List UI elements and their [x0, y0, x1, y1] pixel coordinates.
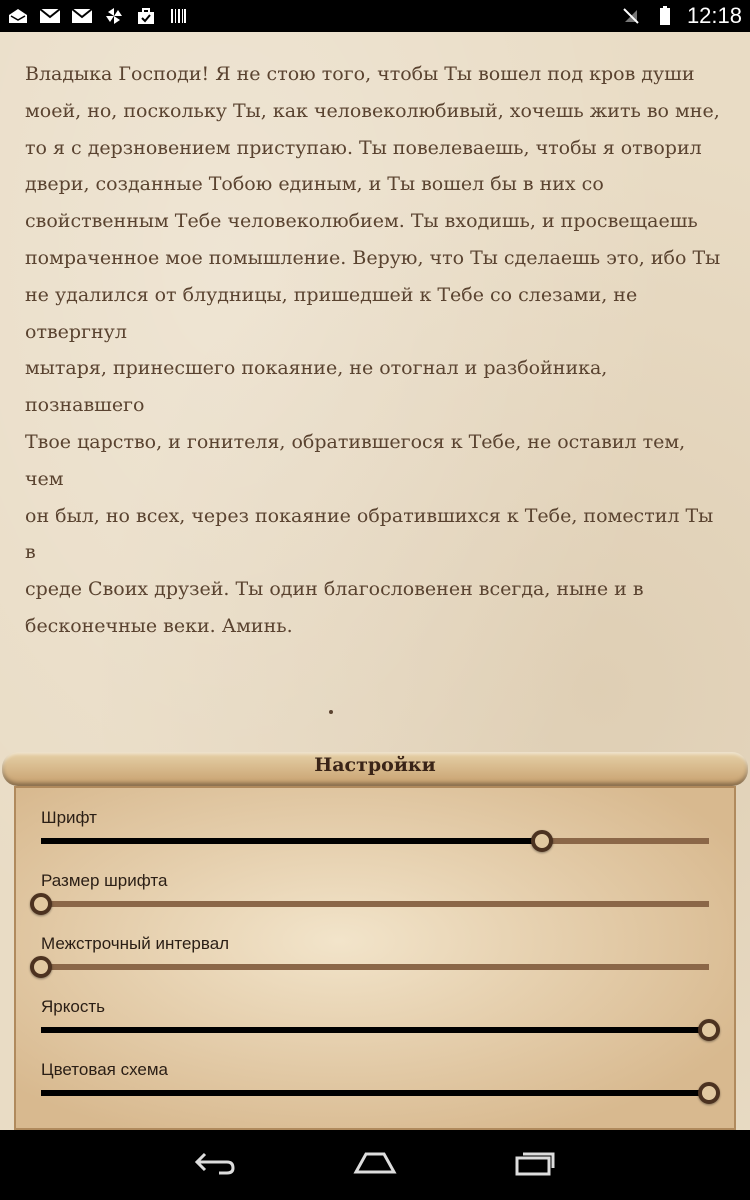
recents-icon [513, 1150, 557, 1180]
settings-title: Настройки [314, 754, 436, 776]
text-line: мытаря, принесшего покаяние, не отогнал и разбойника, познавшего [25, 357, 608, 417]
home-icon [352, 1150, 398, 1180]
mail-icon [6, 6, 30, 26]
prayer-text [25, 56, 725, 645]
text-line: не удалился от блудницы, пришедшей к Тебе со слезами, не отвергнул [25, 283, 638, 343]
settings-header-scroll[interactable] [2, 752, 748, 786]
page-speck [329, 710, 333, 714]
back-button[interactable] [190, 1148, 240, 1182]
back-icon [193, 1150, 237, 1180]
briefcase-icon [134, 6, 158, 26]
text-line: среде Своих друзей. Ты один благословенен всегда, ныне и в [25, 578, 644, 601]
home-button[interactable] [350, 1148, 400, 1182]
text-line: он был, но всех, через покаяние обратившихся к Тебе, поместил Ты в [25, 504, 714, 564]
slider-thumb[interactable] [698, 1019, 720, 1041]
font-size-label: Размер шрифта [41, 871, 168, 890]
settings-panel [0, 752, 750, 1130]
slider-thumb[interactable] [531, 830, 553, 852]
text-line: свойственным Тебе человеколюбием. Ты входишь, и просвещаешь [25, 210, 698, 233]
system-icons [619, 0, 742, 32]
settings-body [14, 786, 736, 1130]
color-scheme-slider[interactable] [41, 1090, 709, 1096]
color-scheme-label: Цветовая схема [41, 1060, 168, 1079]
gmail-icon [70, 6, 94, 26]
slider-thumb[interactable] [698, 1082, 720, 1104]
status-bar [0, 0, 750, 32]
battery-icon [653, 6, 677, 26]
status-time: 12:18 [686, 3, 742, 28]
text-line: Твое царство, и гонителя, обратившегося к Тебе, не оставил тем, чем [25, 430, 686, 490]
notification-icons [6, 0, 190, 32]
recents-button[interactable] [510, 1148, 560, 1182]
text-line: двери, созданные Тобою единым, и Ты вошел бы в них со [25, 173, 604, 196]
text-line: моей, но, поскольку Ты, как человеколюбивый, хочешь жить во мне, [25, 99, 720, 122]
slider-fill [41, 1027, 709, 1033]
font-slider[interactable] [41, 838, 709, 844]
text-line: помраченное мое помышление. Верую, что Ты сделаешь это, ибо Ты [25, 246, 721, 269]
barcode-icon [166, 6, 190, 26]
line-spacing-label: Межстрочный интервал [41, 934, 230, 953]
brightness-label: Яркость [41, 997, 105, 1016]
slider-thumb[interactable] [30, 956, 52, 978]
slider-fill [41, 838, 542, 844]
text-line: Владыка Господи! Я не стою того, чтобы Ты вошел под кров души [25, 63, 695, 85]
slider-thumb[interactable] [30, 893, 52, 915]
text-line: бесконечные веки. Аминь. [25, 614, 293, 637]
font-label: Шрифт [41, 808, 97, 827]
gmail-icon [38, 6, 62, 26]
no-signal-icon [619, 6, 643, 26]
text-line: то я с дерзновением приступаю. Ты повелеваешь, чтобы я отворил [25, 136, 702, 159]
slider-fill [41, 1090, 709, 1096]
font-size-slider[interactable] [41, 901, 709, 907]
navigation-bar [0, 1130, 750, 1200]
brightness-slider[interactable] [41, 1027, 709, 1033]
pinwheel-icon [102, 6, 126, 26]
line-spacing-slider[interactable] [41, 964, 709, 970]
